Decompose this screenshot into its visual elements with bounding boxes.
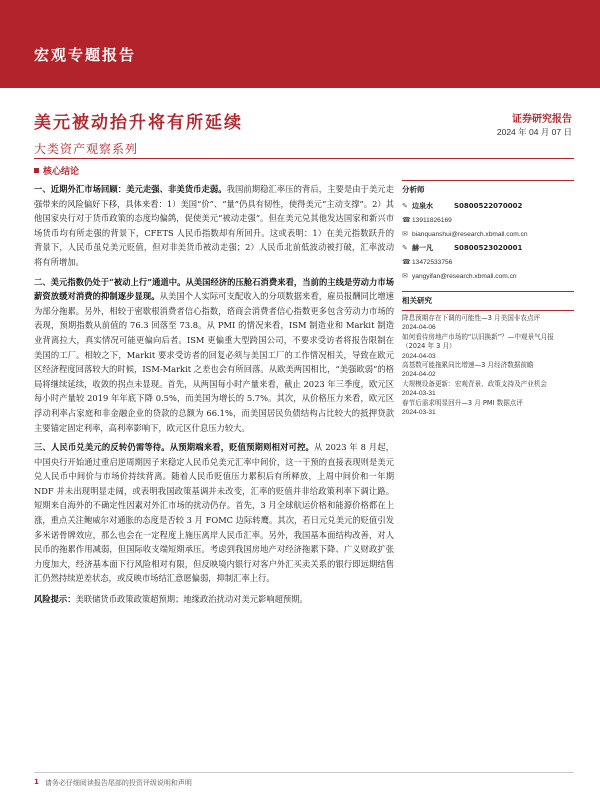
paragraph-3-lead: 三、人民币兑美元的反转仍需等待。从预期端来看，贬值预期则相对可控。 bbox=[34, 442, 315, 453]
related-research-list bbox=[402, 311, 574, 417]
paragraph-2 bbox=[34, 275, 394, 436]
top-banner bbox=[0, 0, 600, 88]
analyst-2-email bbox=[402, 269, 574, 283]
title-divider bbox=[34, 158, 574, 159]
related-title: 相关研究 bbox=[402, 296, 432, 305]
report-category: 宏观专题报告 bbox=[34, 46, 137, 64]
email-icon: ✉ bbox=[402, 231, 408, 238]
risk-label: 风险提示： bbox=[34, 594, 76, 605]
list-item[interactable] bbox=[402, 380, 574, 399]
related-item-title: 春节后需求明显回升—3 月 PMI 数据点评 bbox=[402, 398, 523, 407]
related-item-title: 大规模设备更新：宏观背景、政策支持及产业机会 bbox=[402, 379, 548, 388]
phone-number: 13911826169 bbox=[412, 216, 452, 224]
phone-icon: ☎ bbox=[402, 217, 411, 224]
analyst-2 bbox=[402, 241, 574, 255]
sidebar bbox=[402, 180, 574, 417]
report-date: 2024 年 04 月 07 日 bbox=[496, 127, 572, 137]
page-number: 1 bbox=[34, 778, 39, 786]
analyst-name: 边泉水 bbox=[412, 202, 433, 210]
related-item-date: 2024-03-31 bbox=[402, 390, 436, 398]
phone-number: 13472533756 bbox=[412, 258, 453, 266]
email-address[interactable]: bianquanshui@research.xbmall.com.cn bbox=[412, 230, 528, 238]
related-item-title: 高基数可能拖累同比增速—3 月经济数据前瞻 bbox=[402, 361, 534, 370]
paragraph-3-text: 从 2023 年 8 月起，中国央行开始通过重启逆周期因子来稳定人民币兑美元汇率中间价，这一干预的直接表现则是美元兑人民币中间价与市场价持续背离。随着人民币贬值压力累积后有所释放，上周中间价和一年期 NDF 并未出现明显走阔，或表明我国政策基调并未改变，汇率的贬值并非给政策利率下调让路。短期来自海外的不确定性因素对外汇市场的扰动仍存。首先，3 月全球航运价格和能源价格都在上涨，重点关注鲍威尔对通胀的态度是否较 3 月 FOMC 边际转鹰。其次，若日元兑美元的贬值引发多米诺骨牌效应，那么也会在一定程度上施压离岸人民币汇率。另外，我国基本面结构改善，对人民币的拖累作用减弱，但国际收支端短期承压。考虑到我国房地产对经济拖累下降、广义财政扩张力度加大，经济基本面下行风险相对有限，但反映境内银行对客户外汇买卖关系的银行即远期结售汇仍然持续逆差状态，或反映市场结汇意愿偏弱，抑制汇率上行。 bbox=[34, 442, 394, 584]
paragraph-1-lead: 一、近期外汇市场回顾：美元走强、非美货币走弱。 bbox=[34, 184, 227, 194]
person-icon: ✎ bbox=[402, 202, 408, 210]
phone-icon: ☎ bbox=[402, 259, 411, 266]
list-item[interactable] bbox=[402, 314, 574, 333]
series-subtitle: 大类资产观察系列 bbox=[34, 142, 139, 156]
risk-warning bbox=[34, 592, 394, 607]
list-item[interactable] bbox=[402, 399, 574, 418]
related-item-date: 2024-04-02 bbox=[402, 371, 436, 379]
risk-text: 美联储货币政策政策超预期；地缘政治扰动对美元影响超预期。 bbox=[75, 594, 308, 605]
page-title: 美元被动抬升将有所延续 bbox=[34, 113, 243, 133]
related-item-date: 2024-04-03 bbox=[402, 352, 436, 360]
related-item-date: 2024-03-31 bbox=[402, 409, 436, 417]
core-heading-label: 核心结论 bbox=[43, 167, 80, 177]
related-item-title: 降息预期存在下调的可能性—3 月美国非农点评 bbox=[402, 314, 541, 322]
footer-divider bbox=[34, 772, 574, 773]
person-icon: ✎ bbox=[402, 244, 408, 252]
square-bullet-icon bbox=[34, 168, 39, 173]
analyst-license: S0800523020001 bbox=[454, 244, 523, 252]
analyst-license: S0800522070002 bbox=[454, 202, 523, 210]
analyst-1-email bbox=[402, 227, 574, 241]
related-item-date: 2024-04-06 bbox=[402, 324, 436, 332]
analyst-1 bbox=[402, 199, 574, 213]
paragraph-2-lead: 二、美元指数仍处于“被动上行”通道中。从美国经济的压舱石消费来看，当前的主线是劳动力市场薪资放缓对消费的抑制逐步显现。 bbox=[34, 276, 394, 302]
main-body bbox=[34, 182, 394, 612]
paragraph-2-text: 从美国个人实际可支配收入的分项数据来看，雇员报酬同比增速为部分拖累。另外，相较于密歇根消费者信心指数，谘商会消费者信心指数更多包含劳动力市场的表现，预期指数从前值的 76.3 回落至 73.8。从 PMI 的情况来看，ISM 制造业和 Markit 制造业背离拉大，真实情况可能更偏向后者。ISM 更偏重大型跨国公司，不要求受访者将报告限制在美国的工厂。相较之下，Markit 要求受访者的回复必须与美国工厂的工作情况相关，导致在欧元区经济程度回落较大的时候，ISM-Markit 之差也会有所回落。从欧美两国相比，“美强欧弱”的格局将继续延续，收敛的拐点未显现。首先，从两国每小时产量来看，截止 2023 年三季度，欧元区每小时产量较 2019 年年底下降 0.5%，而美国为增长的 5.7%。其次，从价格压力来看，欧元区浮动利率占家庭和非金融企业的贷款的总额为 66.1%，而美国居民负债结构占比较大的抵押贷款主要锚定固定利率，高利率影响下，欧元区什息压力较大。 bbox=[34, 291, 394, 433]
core-heading bbox=[34, 164, 79, 177]
related-item-title: 如何看待房地产市场的“以旧换新”？—中观景气月报（2024 年 3 月） bbox=[402, 332, 554, 351]
email-icon: ✉ bbox=[402, 273, 408, 280]
analyst-2-phone bbox=[402, 255, 574, 269]
analyst-1-phone bbox=[402, 213, 574, 227]
paragraph-3 bbox=[34, 440, 394, 586]
footer bbox=[34, 778, 192, 788]
paragraph-1-text: 我国前期稳汇率压的背后，主要是由于美元走强带来的风险偏好下移，具体来看：1）美国“价”、“量”仍具有韧性，使得美元“主动支撑”。2）其他国家央行对于货币政策的态度均偏鸽，促使美元“被动走强”。但在美元兑其他发达国家和新兴市场货币均有所走强的背景下，CFETS 人民币指数却有所回升。这或表明：1）在美元指数跃升的背景下，人民币虽兑美元贬值，但对非美货币被动走强；2）人民币北前低波动被打破，汇率波动将有所增加。 bbox=[34, 184, 394, 267]
analyst-name: 赫一凡 bbox=[412, 244, 433, 252]
email-address[interactable]: yangyifan@research.xbmall.com.cn bbox=[412, 272, 517, 280]
report-type: 证券研究报告 bbox=[512, 114, 572, 125]
list-item[interactable] bbox=[402, 361, 574, 380]
list-item[interactable] bbox=[402, 333, 574, 361]
footer-disclaimer: 请务必仔细阅读报告尾部的投资评级说明和声明 bbox=[44, 779, 192, 787]
analysts-title: 分析师 bbox=[402, 185, 425, 194]
paragraph-1 bbox=[34, 182, 394, 270]
